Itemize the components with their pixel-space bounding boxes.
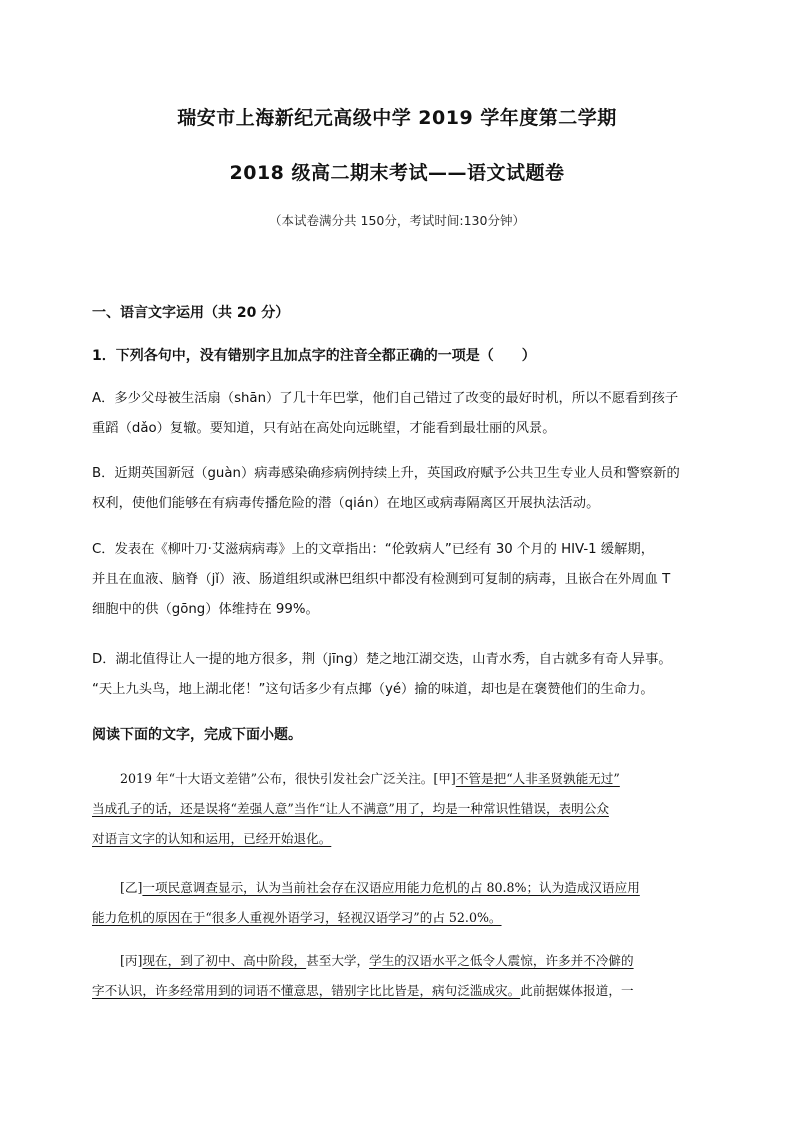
- paragraph-1-line1: [92, 764, 712, 794]
- option-c-line2: 并且在血液、脑脊（jǐ）液、肠道组织或淋巴组织中都没有检测到可复制的病毒，且嵌合在外周血 T: [92, 572, 671, 587]
- option-b-line1: B．近期英国新冠（guàn）病毒感染确疹病例持续上升，英国政府赋予公共卫生专业人员和警察新的: [92, 466, 680, 481]
- paragraph-3-line2: [92, 976, 712, 1006]
- exam-title-line1: 瑞安市上海新纪元高级中学 2019 学年度第二学期: [177, 107, 617, 129]
- underlined-sentence-c1: 现在，到了初中、高中阶段，: [142, 953, 307, 968]
- exam-note: （本试卷满分共 150分，考试时间:130分钟）: [269, 213, 525, 228]
- exam-title-line2: 2018 级高二期末考试——语文试题卷: [229, 162, 565, 184]
- paragraph-2-line2: [92, 903, 712, 933]
- reading-paragraph-2: [92, 873, 712, 933]
- reading-paragraph-3: [92, 946, 712, 1006]
- paragraph-2-marker: [乙]: [120, 880, 143, 895]
- paragraph-3-text-a: 甚至大学，: [306, 953, 370, 968]
- underlined-sentence-c2: 学生的汉语水平之低令人震惊，许多并不冷僻的: [369, 953, 634, 968]
- option-b-line2: 权利，使他们能够在有病毒传播危险的潜（qián）在地区或病毒隔离区开展执法活动。: [92, 496, 600, 511]
- paragraph-1-line2: [92, 794, 712, 824]
- underlined-sentence-a: 不管是把“人非圣贤孰能无过”: [455, 771, 620, 786]
- option-a: [92, 384, 712, 444]
- question-1-stem: 1．下列各句中，没有错别字且加点字的注音全都正确的一项是（ ）: [92, 348, 536, 364]
- option-d-line1: D．湖北值得让人一提的地方很多，荆（jīng）楚之地江湖交迭，山青水秀，自古就多有奇人异事。: [92, 652, 672, 667]
- reading-instruction: 阅读下面的文字，完成下面小题。: [92, 727, 302, 743]
- paragraph-1-line3: [92, 824, 712, 854]
- reading-paragraph-1: [92, 764, 712, 854]
- option-c-line3: 细胞中的供（gōng）体维持在 99%。: [92, 602, 319, 617]
- paragraph-3-marker: [丙]: [120, 953, 143, 968]
- option-c-line1: C．发表在《柳叶刀·艾滋病病毒》上的文章指出：“伦敦病人”已经有 30 个月的 HIV-1 缓解期，: [92, 542, 654, 557]
- underlined-sentence-c3: 字不认识，许多经常用到的词语不懂意思，错别字比比皆是，病句泛滥成灾。: [92, 983, 521, 998]
- option-b: [92, 459, 712, 519]
- option-c: [92, 535, 712, 625]
- option-a-line1: A．多少父母被生活扇（shān）了几十年巴掌，他们自己错过了改变的最好时机，所以不愿看到孩子: [92, 391, 679, 406]
- underlined-sentence-a-end: 对语言文字的认知和运用，已经开始退化。: [92, 831, 332, 846]
- section-heading: 一、语言文字运用（共 20 分）: [92, 305, 290, 321]
- underlined-sentence-b-end: 能力危机的原因在于“很多人重视外语学习，轻视汉语学习”的占 52.0%。: [92, 910, 502, 925]
- paragraph-3-line1: [92, 946, 712, 976]
- paragraph-3-text-b: 此前据媒体报道，一: [520, 983, 634, 998]
- option-a-line2: 重蹈（dǎo）复辙。要知道，只有站在高处向远眺望，才能看到最壮丽的风景。: [92, 421, 556, 436]
- underlined-sentence-a-cont: 当成孔子的话，还是误将“差强人意”当作“让人不满意”用了，均是一种常识性错误，表明公众: [92, 801, 609, 816]
- paragraph-1-text: 2019 年“十大语文差错”公布，很快引发社会广泛关注。[甲]: [120, 771, 456, 786]
- underlined-sentence-b: 一项民意调查显示，认为当前社会存在汉语应用能力危机的占 80.8%；认为造成汉语应用: [142, 880, 640, 895]
- option-d: [92, 645, 712, 705]
- paragraph-2-line1: [92, 873, 712, 903]
- option-d-line2: “天上九头鸟，地上湖北佬！”这句话多少有点揶（yé）揄的味道，却也是在褒赞他们的生命力。: [92, 682, 654, 697]
